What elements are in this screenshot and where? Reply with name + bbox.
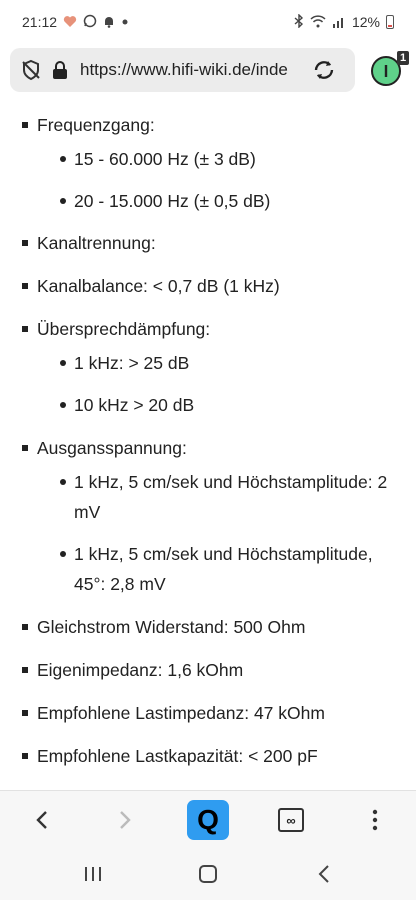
recent-apps-button[interactable] [78,848,108,900]
spec-item-gleichstrom-widerstand [0,612,416,642]
battery-percent: 12% [351,14,380,30]
system-back-button[interactable] [312,848,336,900]
home-icon [199,865,217,883]
spec-item-ausgansspannung [0,433,416,599]
shield-icon[interactable] [20,59,42,81]
status-bar [0,0,416,44]
forward-button[interactable] [105,791,145,849]
back-button[interactable] [22,791,62,849]
clock: 21:12 [22,14,58,30]
bell-icon [103,15,115,30]
spec-item-uebersprechdaempfung [0,314,416,420]
q-icon: Q [187,800,229,840]
spec-label: Übersprechdämpfung: [37,319,211,339]
tab-count-badge: 1 [397,51,409,65]
spec-item-frequenzgang [0,110,416,216]
spec-list [0,110,416,771]
spec-sublist [37,348,416,420]
browser-toolbar [0,44,416,98]
spec-label: Empfohlene Lastkapazität: < 200 pF [37,746,318,766]
home-button[interactable] [196,848,220,900]
spec-label: Eigenimpedanz: 1,6 kOhm [37,660,244,680]
url-text[interactable]: https://www.hifi-wiki.de/inde [80,60,288,79]
status-right [294,14,394,30]
spec-label: Ausgansspannung: [37,438,187,458]
spec-item-lastkapazitaet [0,741,416,771]
spec-label: Frequenzgang: [37,115,155,135]
spec-subitem: 10 kHz > 20 dB [0,390,416,420]
spec-item-lastimpedanz [0,698,416,728]
system-nav-bar [0,848,416,900]
dot-icon [121,16,129,28]
spec-label: Kanaltrennung: [37,233,156,253]
heart-icon [63,15,77,30]
spec-subitem: 15 - 60.000 Hz (± 3 dB) [0,144,416,174]
page-content [0,110,416,771]
spec-item-kanaltrennung [0,228,416,258]
spec-subitem: 1 kHz: > 25 dB [0,348,416,378]
reload-icon[interactable] [311,57,337,83]
browser-bottom-toolbar [0,790,416,848]
whatsapp-icon [83,14,97,30]
lock-icon[interactable] [50,60,70,80]
spec-label: Gleichstrom Widerstand: 500 Ohm [37,617,306,637]
spec-sublist [37,467,416,599]
address-bar[interactable] [10,48,355,92]
spec-label: Empfohlene Lastimpedanz: 47 kOhm [37,703,325,723]
spec-item-eigenimpedanz [0,655,416,685]
menu-button[interactable] [360,791,390,849]
spec-subitem: 1 kHz, 5 cm/sek und Höchstamplitude, 45°: 2,8 mV [0,539,416,599]
wifi-icon [310,15,326,30]
spec-item-kanalbalance [0,271,416,301]
spec-sublist [37,144,416,216]
status-left [22,14,129,30]
bluetooth-icon [294,14,304,30]
signal-icon [332,15,346,30]
spec-subitem: 1 kHz, 5 cm/sek und Höchstamplitude: 2 mV [0,467,416,527]
q-button[interactable] [186,791,230,849]
spec-subitem: 20 - 15.000 Hz (± 0,5 dB) [0,186,416,216]
spec-label: Kanalbalance: < 0,7 dB (1 kHz) [37,276,280,296]
infinity-icon: ∞ [278,808,304,832]
battery-icon [386,15,394,29]
incognito-button[interactable] [276,791,306,849]
